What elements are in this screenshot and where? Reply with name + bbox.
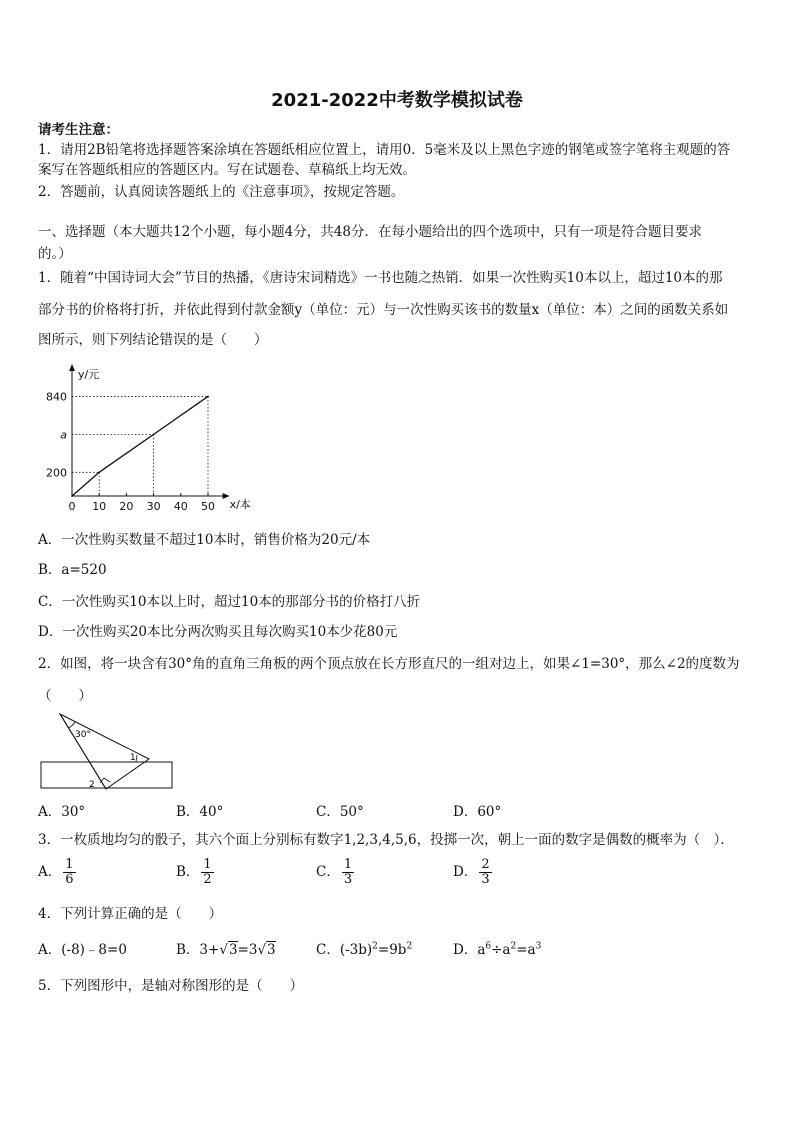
q3-option-a-fraction: [63, 858, 75, 887]
q3-option-a-numerator: 1: [65, 857, 74, 872]
notice-line-1b: 案写在答题纸相应的答题区内。写在试题卷、草稿纸上均无效。: [38, 162, 416, 178]
q3-option-c-denominator: 3: [343, 872, 353, 887]
q3-option-a-label: A．: [38, 864, 62, 880]
sqrt-symbol: √: [219, 942, 228, 958]
angle-30-arc: [68, 722, 75, 728]
q2-stem-line-1: 2．如图，将一块含有30°角的直角三角板的两个顶点放在长方形直尺的一组对边上，如果∠1=30°，那么∠2的度数为: [38, 656, 740, 672]
q1-stem-line-3: 图所示，则下列结论错误的是（ ）: [38, 332, 268, 348]
q4-option-b: [176, 938, 276, 958]
section-heading-line-1: 一、选择题（本大题共12个小题，每小题4分，共48分．在每小题给出的四个选项中，只有一项是符合题目要求: [38, 224, 702, 240]
x-axis-label: x/本: [229, 498, 251, 511]
q3-option-d: [453, 858, 492, 887]
y-tick-label: 200: [46, 466, 67, 480]
q4-option-c-exponent-2: 2: [406, 941, 413, 952]
q3-option-d-label: D．: [453, 864, 478, 880]
q1-option-a: A．一次性购买数量不超过10本时，销售价格为20元/本: [38, 532, 371, 548]
q2-option-a: A．30°: [38, 804, 86, 820]
q4-option-b-middle: =3: [237, 942, 258, 958]
q3-option-b-label: B．: [176, 864, 200, 880]
q3-option-c-fraction: [342, 858, 354, 887]
q4-option-d-exponent-1: 6: [485, 941, 492, 952]
q4-option-c: [316, 938, 412, 958]
q3-option-c: [316, 858, 354, 887]
q4-option-d-prefix: D．a: [453, 942, 486, 958]
data-point: [98, 471, 100, 473]
x-tick-label: 40: [173, 500, 188, 513]
x-axis-arrow: [223, 493, 230, 499]
q4-option-b-radicand-2: 3: [267, 942, 276, 958]
q2-option-c: C．50°: [316, 804, 364, 820]
q1-stem-line-1: 1．随着“中国诗词大会”节目的热播，《唐诗宋词精选》一书也随之热销．如果一次性购买10本以上，超过10本的那: [38, 270, 723, 286]
angle-1-label: 1: [130, 753, 136, 763]
y-tick-label: 840: [46, 390, 67, 404]
q3-option-a: [38, 858, 76, 887]
q5-stem-line-1: 5．下列图形中，是轴对称图形的是（ ）: [38, 978, 304, 994]
q3-option-b-numerator: 1: [203, 857, 212, 872]
q4-option-c-prefix: C．(-3b): [316, 942, 373, 958]
q1-function-graph: [38, 362, 268, 522]
q2-option-b: B．40°: [176, 804, 224, 820]
q4-option-d-middle: ÷a: [491, 942, 511, 958]
q1-option-d: D．一次性购买20本比分两次购买且每次购买10本少花80元: [38, 624, 398, 640]
series-line: [72, 396, 208, 496]
notice-line-2: 2．答题前，认真阅读答题纸上的《注意事项》，按规定答题。: [38, 184, 405, 200]
q3-option-c-numerator: 1: [343, 857, 353, 872]
q3-option-b-denominator: 2: [203, 872, 212, 887]
angle-30-label: 30°: [75, 730, 91, 740]
q4-option-d-middle-2: =a: [516, 942, 536, 958]
data-point: [207, 396, 209, 398]
y-axis-label: y/元: [78, 368, 100, 381]
q3-option-d-fraction: [479, 858, 491, 887]
q3-option-a-denominator: 6: [65, 872, 74, 887]
y-axis-arrow: [69, 364, 75, 371]
q4-option-c-exponent-1: 2: [372, 941, 378, 952]
q1-option-b: B．a=520: [38, 562, 107, 578]
notice-heading: 请考生注意：: [38, 122, 119, 138]
q3-option-b-fraction: [201, 858, 213, 887]
origin-label: 0: [68, 500, 76, 513]
q4-option-a: A．(-8)﹣8=0: [38, 942, 127, 958]
q4-option-c-middle: =9b: [377, 942, 407, 958]
x-tick-label: 50: [201, 500, 215, 513]
data-point: [71, 495, 73, 497]
q4-option-d-exponent-2: 2: [510, 941, 517, 952]
data-point: [153, 433, 155, 435]
x-tick-label: 30: [146, 500, 161, 513]
q1-option-c: C．一次性购买10本以上时，超过10本的那部分书的价格打八折: [38, 594, 421, 610]
x-tick-label: 10: [92, 500, 107, 513]
q3-option-c-label: C．: [316, 864, 340, 880]
x-tick-label: 20: [119, 500, 134, 513]
y-tick-label: a: [60, 428, 67, 442]
section-heading-line-2: 的。）: [38, 246, 72, 262]
q4-option-b-radicand-1: 3: [228, 942, 238, 958]
q4-option-b-prefix: B．3+: [176, 942, 220, 958]
notice-line-1a: 1．请用2B铅笔将选择题答案涂填在答题纸相应位置上，请用0．5毫米及以上黑色字迹的钢笔或签字笔将主观题的答: [38, 142, 731, 158]
q4-option-d-exponent-3: 3: [535, 941, 542, 952]
sqrt-symbol: √: [257, 942, 267, 958]
angle-2-label: 2: [89, 780, 95, 790]
page-title: 2021-2022中考数学模拟试卷: [271, 90, 523, 111]
q3-option-d-denominator: 3: [481, 872, 490, 887]
q2-stem-line-2: （ ）: [38, 688, 92, 704]
q4-stem-line-1: 4．下列计算正确的是（ ）: [38, 906, 223, 922]
ruler: [41, 762, 172, 788]
q3-option-b: [176, 858, 214, 887]
q1-stem-line-2: 部分书的价格将打折，并依此得到付款金额y（单位：元）与一次性购买该书的数量x（单位：本）之间的函数关系如: [38, 302, 729, 318]
set-square: [60, 714, 149, 789]
q3-option-d-numerator: 2: [481, 857, 490, 872]
q2-option-d: D．60°: [453, 804, 502, 820]
q3-stem-line-1: 3．一枚质地均匀的骰子，其六个面上分别标有数字1,2,3,4,5,6，投掷一次，朝上一面的数字是偶数的概率为（ ）．: [38, 832, 734, 848]
q4-option-d: [453, 938, 541, 958]
q2-ruler-triangle-figure: [38, 708, 178, 794]
